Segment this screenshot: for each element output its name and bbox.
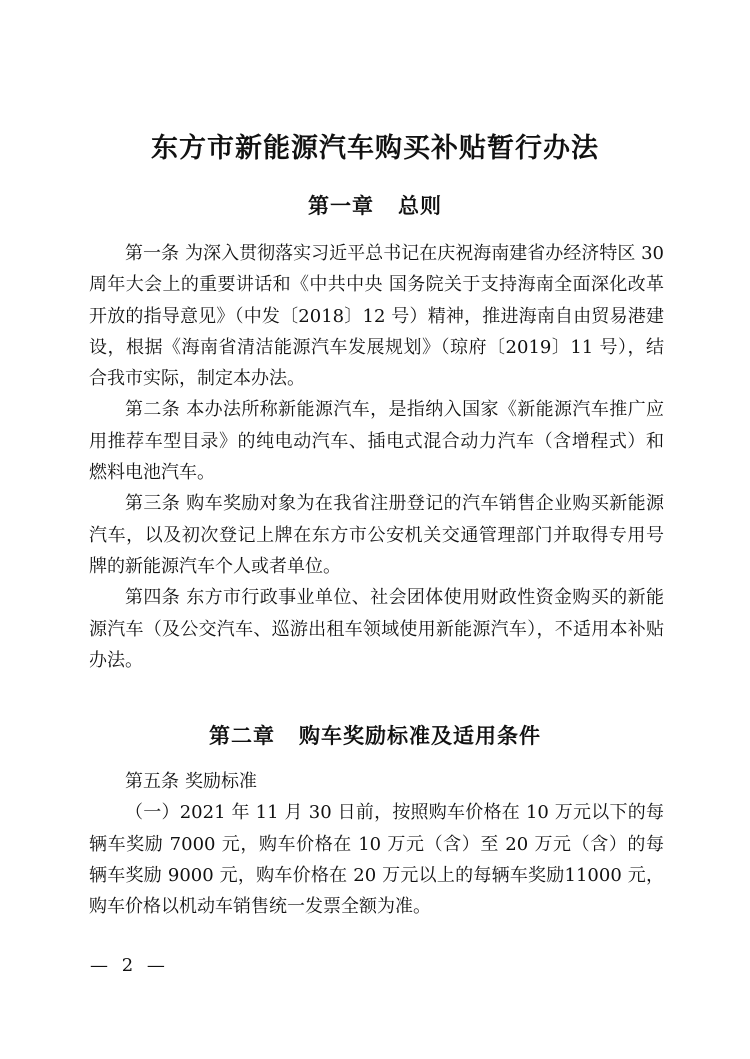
article-label: 第四条 bbox=[125, 587, 181, 609]
article-text: 奖励标准 bbox=[185, 771, 257, 792]
article-2 bbox=[89, 394, 664, 488]
chapter-1-name: 总则 bbox=[398, 193, 442, 218]
article-text: 为深入贯彻落实习近平总书记在庆祝海南建省办经济特区 30 周年大会上的重要讲话和《中共中央 国务院关于支持海南全面深化改革开放的指导意见》（中发〔2018〕12 号）精神，推进海南自由贸易港建设，根据《海南省清洁能源汽车发展规划》（琼府〔2019〕11 号），结合我市实际，制定本办法。 bbox=[89, 243, 665, 390]
article-text: 东方市行政事业单位、社会团体使用财政性资金购买的新能源汽车（及公交汽车、巡游出租车领域使用新能源汽车），不适用本补贴办法。 bbox=[89, 587, 665, 671]
chapter-2-body bbox=[89, 766, 664, 922]
chapter-1-heading bbox=[0, 190, 750, 220]
article-5 bbox=[89, 766, 664, 797]
article-4 bbox=[89, 582, 664, 676]
document-title: 东方市新能源汽车购买补贴暂行办法 bbox=[151, 133, 599, 164]
article-text: 本办法所称新能源汽车，是指纳入国家《新能源汽车推广应用推荐车型目录》的纯电动汽车、插电式混合动力汽车（含增程式）和燃料电池汽车。 bbox=[89, 399, 665, 484]
article-label: 第三条 bbox=[125, 493, 181, 515]
clause-text: （一）2021 年 11 月 30 日前，按照购车价格在 10 万元以下的每辆车奖励 7000 元，购车价格在 10 万元（含）至 20 万元（含）的每辆车奖励 9000 元，购车价格在 20 万元以上的每辆车奖励11000 元，购车价格以机动车销售统一发票全额为准。 bbox=[89, 802, 664, 918]
chapter-2-label: 第二章 bbox=[209, 723, 275, 748]
article-3 bbox=[89, 488, 664, 582]
article-label: 第二条 bbox=[125, 399, 181, 421]
chapter-1-body bbox=[89, 238, 664, 676]
chapter-2-heading bbox=[0, 720, 750, 750]
article-label: 第一条 bbox=[125, 243, 180, 264]
article-1 bbox=[89, 238, 664, 394]
page-number: — 2 — bbox=[90, 955, 169, 976]
chapter-2-name: 购车奖励标准及适用条件 bbox=[299, 723, 541, 748]
article-label: 第五条 bbox=[125, 771, 179, 792]
chapter-1-label: 第一章 bbox=[308, 193, 374, 218]
article-text: 购车奖励对象为在我省注册登记的汽车销售企业购买新能源汽车，以及初次登记上牌在东方市公安机关交通管理部门并取得专用号牌的新能源汽车个人或者单位。 bbox=[89, 493, 665, 577]
article-5-clause-1 bbox=[89, 797, 664, 922]
